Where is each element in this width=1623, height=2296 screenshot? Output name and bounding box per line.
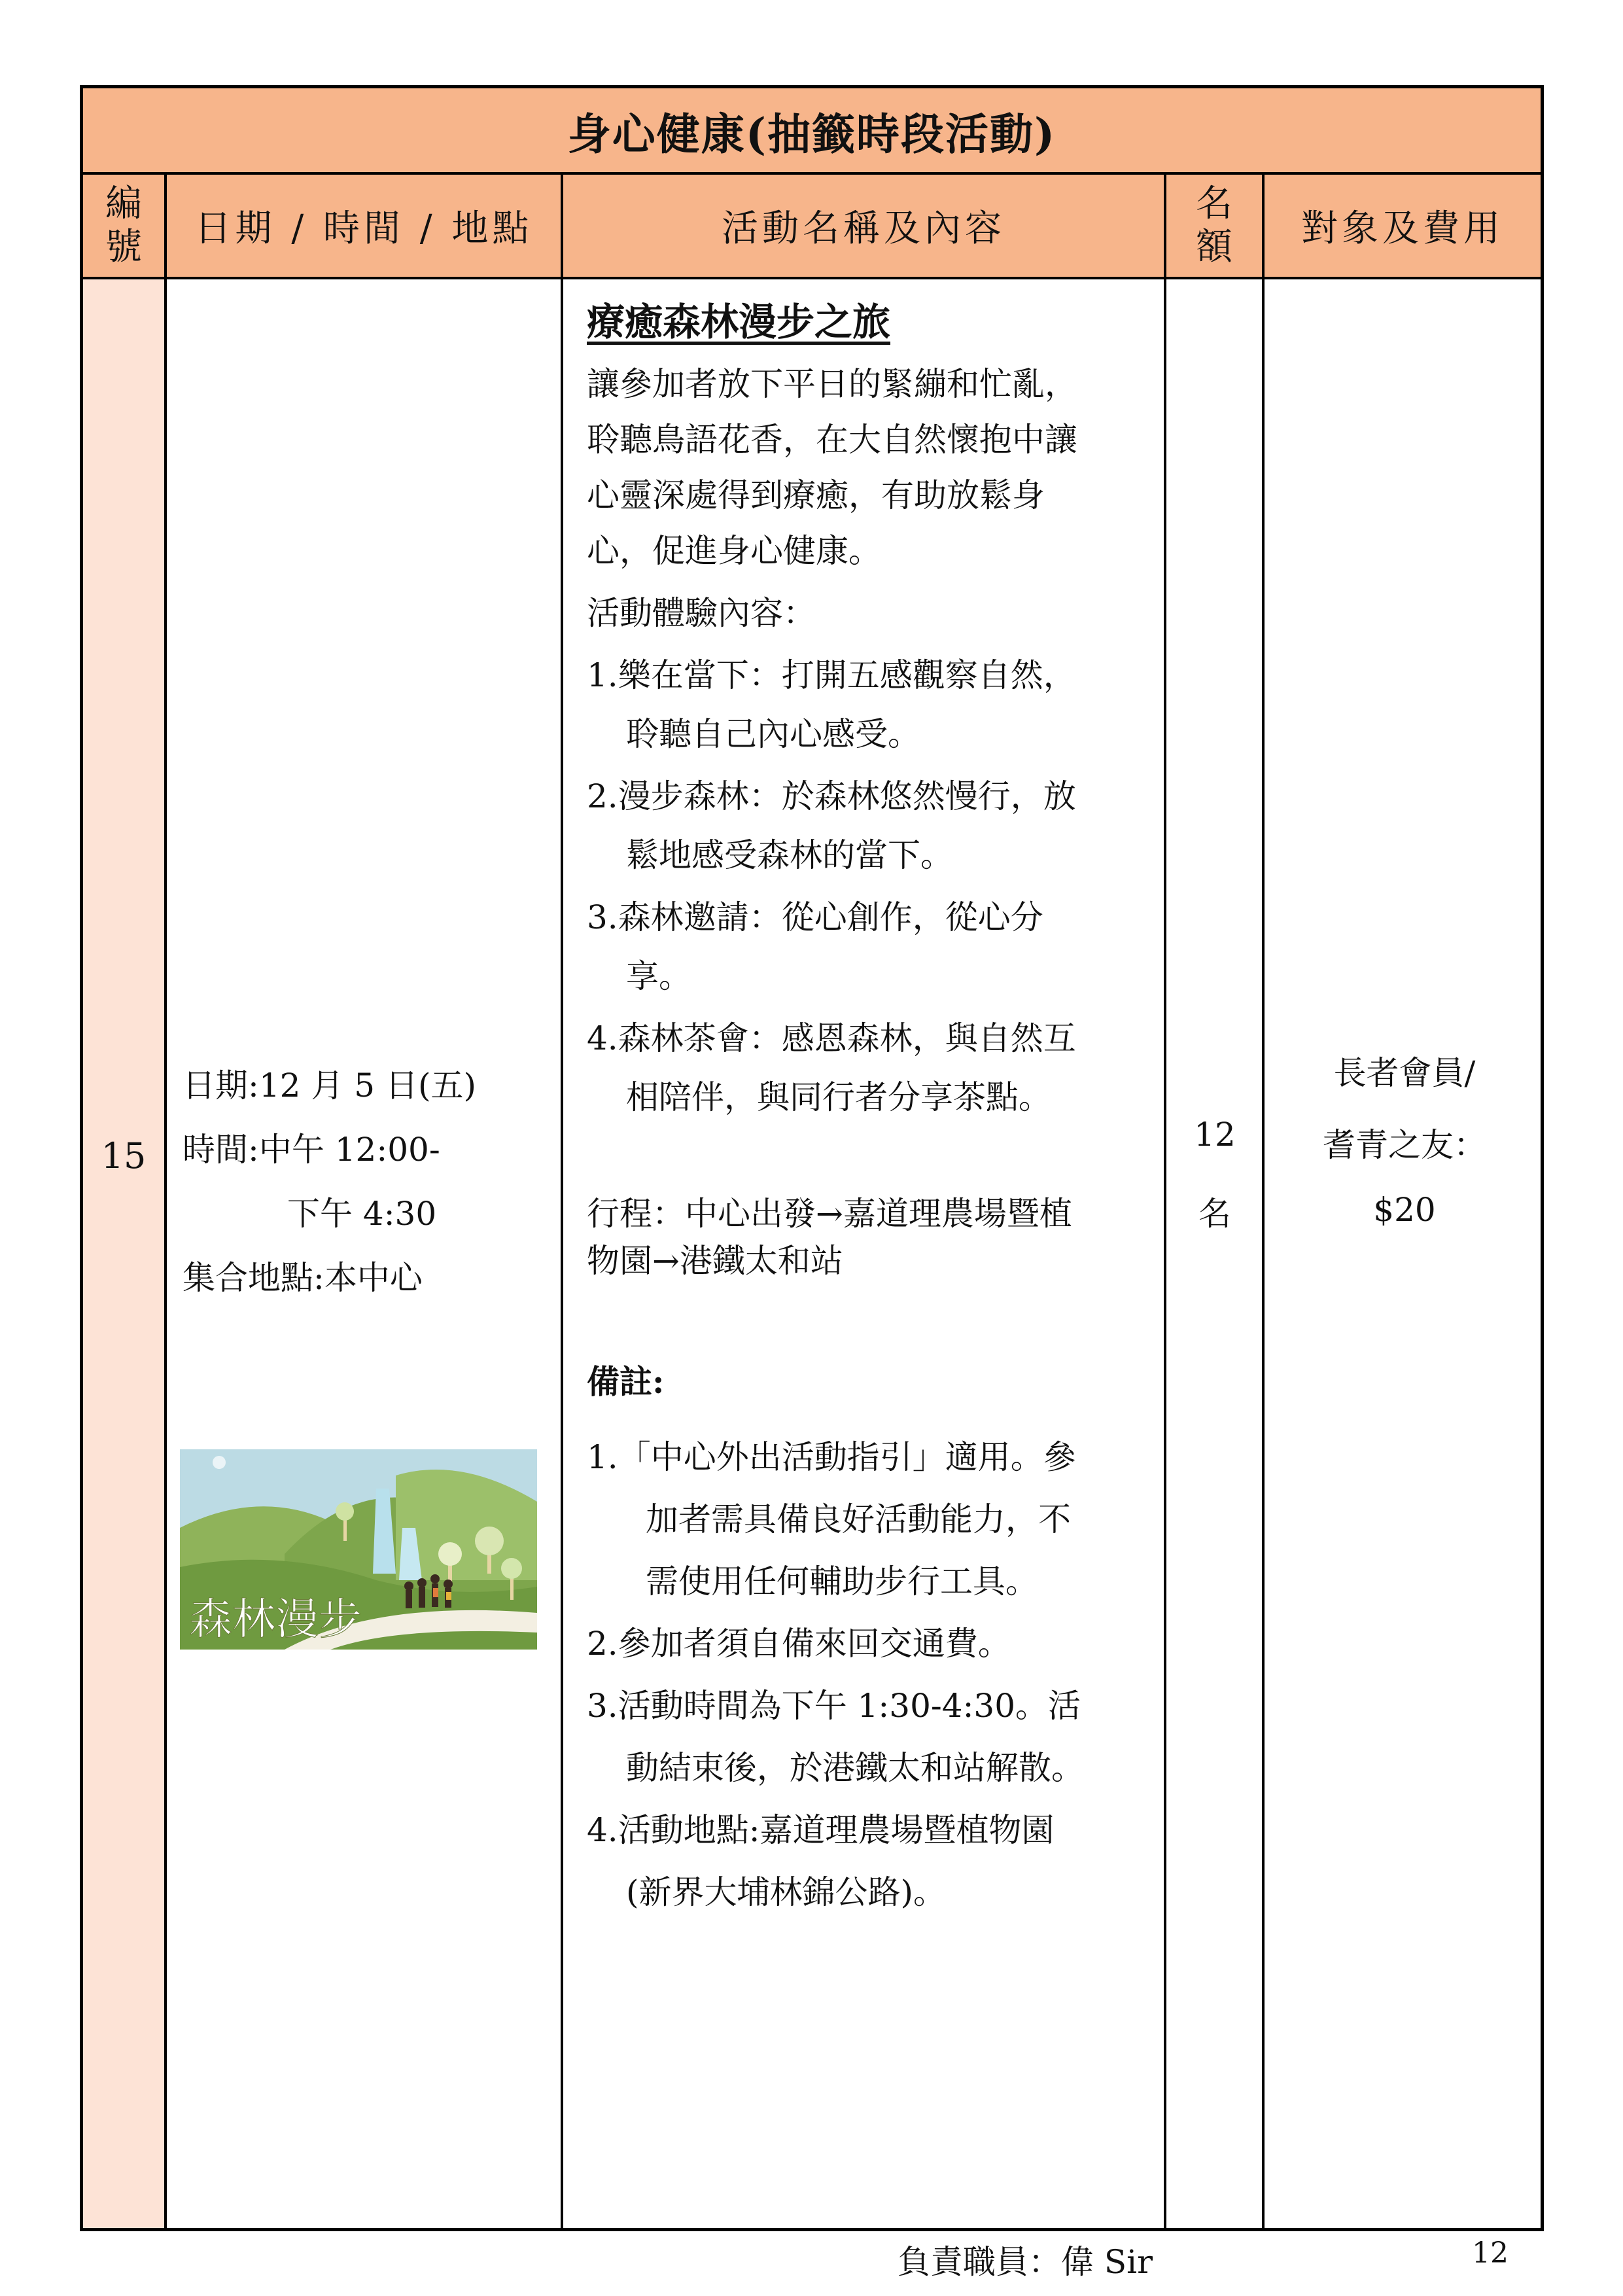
content-item: 4.森林茶會：感恩森林，與自然互 xyxy=(587,1019,1076,1057)
content-item-cont: 相陪伴，與同行者分享茶點。 xyxy=(626,1078,1051,1116)
table-title: 身心健康(抽籤時段活動) xyxy=(567,108,1056,160)
time-line-end: 下午 4:30 xyxy=(287,1195,437,1233)
content-item-cont: 鬆地感受森林的當下。 xyxy=(626,836,953,874)
datetime-cell xyxy=(183,1053,476,1310)
staff-in-charge: 負責職員：偉 Sir xyxy=(898,2243,1153,2281)
intro-line: 心靈深處得到療癒，有助放鬆身 xyxy=(587,476,1045,514)
content-label: 活動體驗內容： xyxy=(587,594,816,632)
activity-table xyxy=(80,85,1544,2281)
forest-walk-illustration xyxy=(180,1449,537,1650)
content-item: 2.漫步森林：於森林悠然慢行，放 xyxy=(587,777,1076,815)
intro-line: 讓參加者放下平日的緊繃和忙亂， xyxy=(587,365,1077,403)
row-number: 15 xyxy=(101,1135,147,1176)
header-target: 對象及費用 xyxy=(1301,207,1504,250)
time-line: 時間:中午 12:00- xyxy=(183,1131,440,1169)
meeting-point: 集合地點:本中心 xyxy=(183,1259,423,1297)
header-quota: 名 額 xyxy=(1196,183,1232,268)
header-number: 編 號 xyxy=(105,183,142,268)
quota-unit: 名 xyxy=(1198,1195,1231,1233)
remark-item-cont: (新界大埔林錦公路)。 xyxy=(626,1873,947,1911)
quota-number: 12 xyxy=(1194,1116,1236,1154)
date-line: 日期:12 月 5 日(五) xyxy=(183,1067,476,1104)
remark-item: 3.活動時間為下午 1:30-4:30。活 xyxy=(587,1687,1081,1725)
intro-line: 聆聽鳥語花香，在大自然懷抱中讓 xyxy=(587,421,1077,459)
illustration-caption: 森林漫步 xyxy=(189,1594,362,1644)
intro-line: 心，促進身心健康。 xyxy=(587,532,881,570)
remark-item: 2.參加者須自備來回交通費。 xyxy=(587,1625,1011,1663)
column-divider xyxy=(561,175,563,2228)
content-item-cont: 享。 xyxy=(626,957,691,995)
content-item-cont: 聆聽自己內心感受。 xyxy=(626,715,920,753)
activity-title: 療癒森林漫步之旅 xyxy=(587,300,891,344)
fee-amount: $20 xyxy=(1373,1191,1436,1229)
number-cell xyxy=(83,279,164,2228)
remarks-label: 備註: xyxy=(587,1362,665,1401)
remark-item-cont: 動結束後，於港鐵太和站解散。 xyxy=(626,1749,1084,1787)
table-header-row xyxy=(83,175,1541,279)
column-divider xyxy=(164,175,167,2228)
remark-item: 4.活動地點:嘉道理農場暨植物園 xyxy=(587,1811,1055,1849)
table-title-row xyxy=(83,88,1541,175)
header-datetime: 日期 / 時間 / 地點 xyxy=(194,207,533,250)
remark-item: 1.「中心外出活動指引」適用。參 xyxy=(587,1438,1076,1476)
remark-item-cont: 加者需具備良好活動能力，不 xyxy=(646,1500,1071,1538)
content-item: 1.樂在當下：打開五感觀察自然， xyxy=(587,656,1076,694)
remark-item-cont: 需使用任何輔助步行工具。 xyxy=(646,1563,1038,1600)
page-number: 12 xyxy=(1472,2236,1509,2270)
route-line: 物園→港鐵太和站 xyxy=(587,1242,843,1280)
header-activity: 活動名稱及內容 xyxy=(722,207,1005,250)
target-line: 長者會員/ xyxy=(1333,1054,1476,1092)
route-line: 行程：中心出發→嘉道理農場暨植 xyxy=(587,1195,1072,1233)
target-line: 耆青之友： xyxy=(1323,1126,1486,1164)
content-item: 3.森林邀請：從心創作，從心分 xyxy=(587,898,1043,936)
